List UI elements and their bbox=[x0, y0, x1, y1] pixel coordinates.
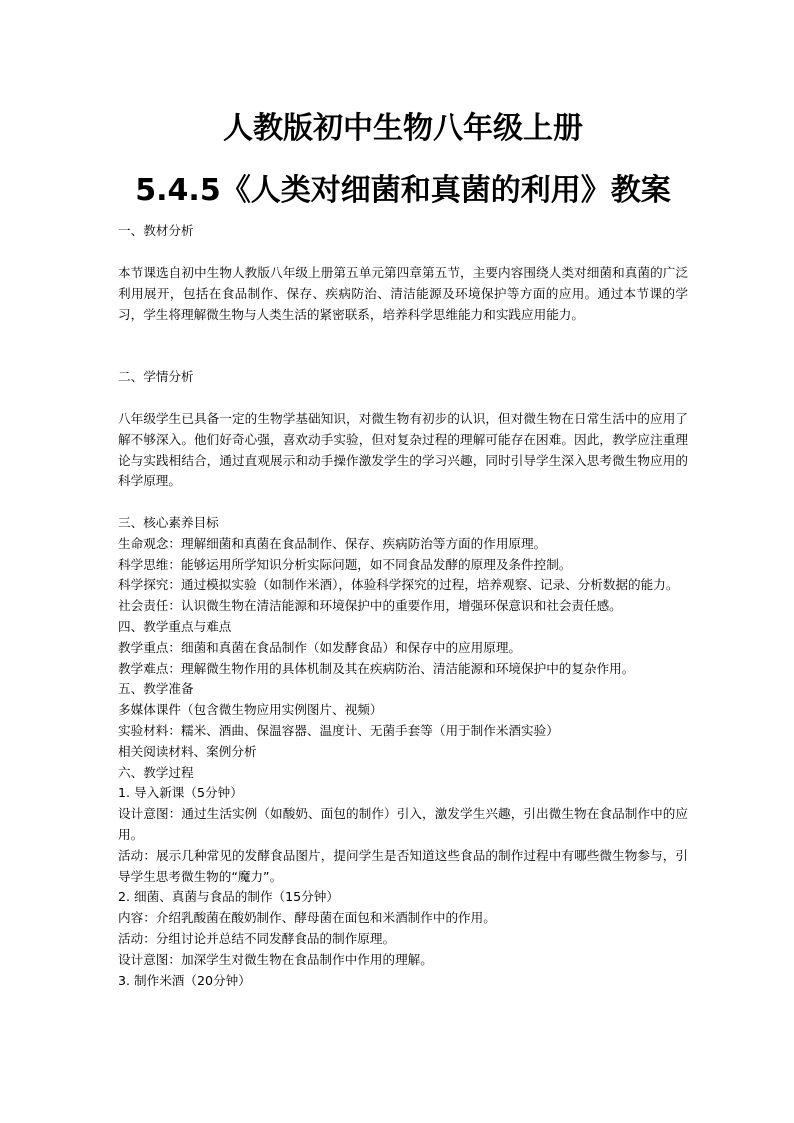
section-3-onward bbox=[118, 513, 688, 991]
paragraph: 八年级学生已具备一定的生物学基础知识，对微生物有初步的认识，但对微生物在日常生活中的应用了解不够深入。他们好奇心强，喜欢动手实验，但对复杂过程的理解可能存在困难。因此，教学应注重理论与实践相结合，通过直观展示和动手操作激发学生的学习兴趣，同时引导学生深入思考微生物应用的科学原理。 bbox=[118, 411, 688, 489]
step-activity: 活动：展示几种常见的发酵食品图片，提问学生是否知道这些食品的制作过程中有哪些微生物参与，引导学生思考微生物的“魔力”。 bbox=[118, 847, 688, 884]
section-heading: 三、核心素养目标 bbox=[118, 515, 219, 530]
step-heading: 3. 制作米酒（20分钟） bbox=[118, 972, 251, 988]
document-title-line2: 5.4.5《人类对细菌和真菌的利用》教案 bbox=[135, 173, 671, 208]
step-heading: 2. 细菌、真菌与食品的制作（15分钟） bbox=[118, 889, 339, 905]
goal-life-concept: 生命观念：理解细菌和真菌在食品制作、保存、疾病防治等方面的作用原理。 bbox=[118, 535, 547, 551]
prep-item: 多媒体课件（包含微生物应用实例图片、视频） bbox=[118, 702, 383, 718]
section-1-paragraph bbox=[118, 263, 688, 325]
section-1 bbox=[118, 221, 688, 242]
section-heading: 一、教材分析 bbox=[118, 223, 194, 238]
difficult-point: 教学难点：理解微生物作用的具体机制及其在疾病防治、清洁能源和环境保护中的复杂作用。 bbox=[118, 660, 635, 676]
step-content: 内容：介绍乳酸菌在酸奶制作、酵母菌在面包和米酒制作中的作用。 bbox=[118, 910, 496, 926]
prep-item: 实验材料：糯米、酒曲、保温容器、温度计、无菌手套等（用于制作米酒实验） bbox=[118, 722, 559, 738]
goal-scientific-inquiry: 科学探究：通过模拟实验（如制作米酒），体验科学探究的过程，培养观察、记录、分析数据的能力。 bbox=[118, 577, 679, 593]
paragraph: 本节课选自初中生物人教版八年级上册第五单元第四章第五节，主要内容围绕人类对细菌和真菌的广泛利用展开，包括在食品制作、保存、疾病防治、清洁能源及环境保护等方面的应用。通过本节课的学习，学生将理解微生物与人类生活的紧密联系，培养科学思维能力和实践应用能力。 bbox=[118, 265, 688, 322]
step-heading: 1. 导入新课（5分钟） bbox=[118, 785, 243, 801]
document-title-line1: 人教版初中生物八年级上册 bbox=[223, 111, 583, 146]
section-heading: 六、教学过程 bbox=[118, 764, 194, 780]
key-point: 教学重点：细菌和真菌在食品制作（如发酵食品）和保存中的应用原理。 bbox=[118, 639, 521, 655]
prep-item: 相关阅读材料、案例分析 bbox=[118, 743, 257, 759]
section-heading: 五、教学准备 bbox=[118, 681, 194, 697]
goal-scientific-thinking: 科学思维：能够运用所学知识分析实际问题，如不同食品发酵的原理及条件控制。 bbox=[118, 556, 572, 572]
step-activity: 活动：分组讨论并总结不同发酵食品的制作原理。 bbox=[118, 930, 396, 946]
goal-social-responsibility: 社会责任：认识微生物在清洁能源和环境保护中的重要作用，增强环保意识和社会责任感。 bbox=[118, 598, 622, 614]
step-design-intent: 设计意图：加深学生对微生物在食品制作中作用的理解。 bbox=[118, 951, 433, 967]
section-2 bbox=[118, 367, 688, 388]
section-2-paragraph bbox=[118, 409, 688, 492]
section-heading: 四、教学重点与难点 bbox=[118, 618, 232, 634]
step-design-intent: 设计意图：通过生活实例（如酸奶、面包的制作）引入，激发学生兴趣，引出微生物在食品制作中的应用。 bbox=[118, 806, 688, 842]
section-heading: 二、学情分析 bbox=[118, 369, 194, 384]
